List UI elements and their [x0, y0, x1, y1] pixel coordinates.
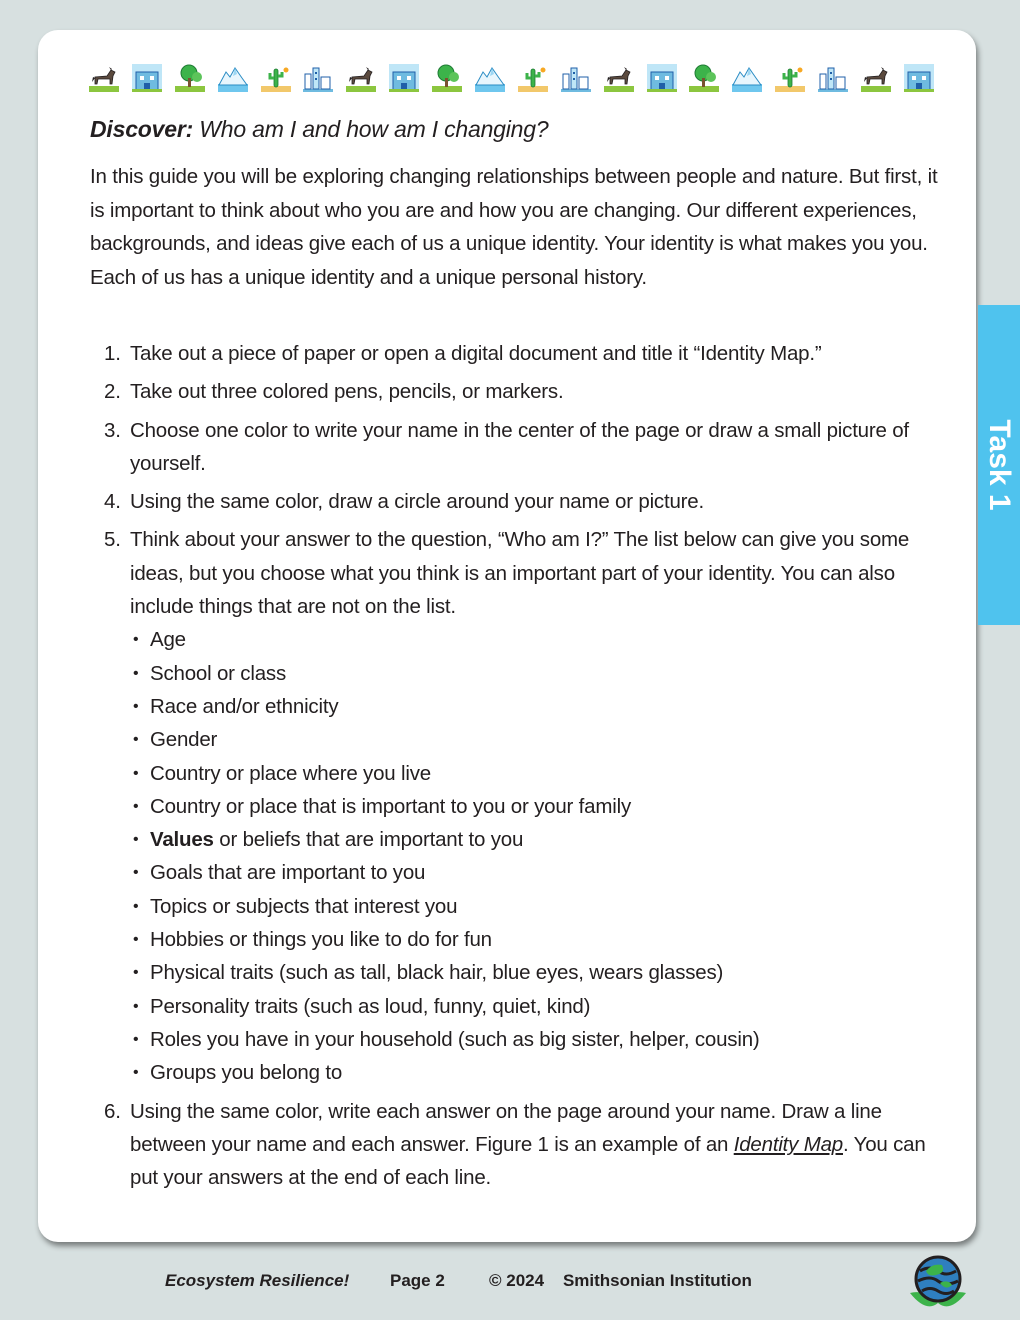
step-4 [90, 485, 940, 518]
values-term: Values [150, 828, 214, 852]
ecosystem-logo-icon [906, 1253, 970, 1315]
city-icon [303, 64, 333, 92]
glacier-icon [218, 64, 248, 92]
heading-lead: Discover: [90, 116, 194, 142]
cactus-icon [518, 64, 548, 92]
tree-icon [175, 64, 205, 92]
intro-paragraph: In this guide you will be exploring changing relationships between people and nature. But first, it is important to think about who you are and how you are changing. Our different experiences, backgrounds, and ideas give each of us a unique identity. Your identity is what makes you you. Each of us has a unique identity and a unique personal history. [90, 165, 938, 289]
list-item [130, 823, 940, 856]
footer-guide-title: Ecosystem Resilience! [165, 1271, 350, 1290]
task-tab-label: Task 1 [983, 419, 1016, 511]
glacier-icon [732, 64, 762, 92]
cactus-icon [775, 64, 805, 92]
city-icon [561, 64, 591, 92]
identity-ideas-list [130, 623, 940, 1089]
page-heading [90, 116, 548, 143]
step-number: 3. [104, 418, 121, 442]
tree-icon [432, 64, 462, 92]
step-number: 4. [104, 490, 121, 514]
heading-question: Who am I and how am I changing? [193, 116, 549, 142]
list-item: • Country or place where you live [130, 757, 940, 790]
building-icon [389, 64, 419, 92]
list-item: • School or class [130, 657, 940, 690]
list-item: • Hobbies or things you like to do for fun [130, 923, 940, 956]
footer-page-number: Page 2 [390, 1271, 445, 1290]
step-text-after: . You can put your answers at the end of each line. [130, 1132, 926, 1190]
page-footer [0, 1268, 1020, 1298]
horse-icon [604, 64, 634, 92]
list-item: • Goals that are important to you [130, 856, 940, 889]
step-text-before: Using the same color, write each answer on the page around your name. Draw a line between your name and each answer. Figure 1 is an example of an [130, 1099, 882, 1156]
values-rest: or beliefs that are important to you [213, 828, 524, 852]
list-item: • Gender [130, 723, 940, 756]
step-number: 2. [104, 380, 121, 404]
building-icon [904, 64, 934, 92]
list-item: • Topics or subjects that interest you [130, 890, 940, 923]
list-item: • Roles you have in your household (such as big sister, helper, cousin) [130, 1023, 940, 1056]
horse-icon [89, 64, 119, 92]
step-3 [90, 414, 940, 481]
step-5 [90, 523, 940, 1089]
cactus-icon [261, 64, 291, 92]
step-text: Choose one color to write your name in the center of the page or draw a small picture of yourself. [130, 418, 909, 475]
step-1 [90, 337, 940, 370]
horse-icon [346, 64, 376, 92]
list-item: • Age [130, 623, 940, 656]
step-text: Using the same color, draw a circle around your name or picture. [130, 490, 705, 514]
ecosystem-icon-strip [89, 64, 934, 94]
building-icon [132, 64, 162, 92]
glacier-icon [475, 64, 505, 92]
identity-map-link[interactable]: Identity Map [733, 1132, 843, 1156]
tree-icon [689, 64, 719, 92]
list-item: • Physical traits (such as tall, black hair, blue eyes, wears glasses) [130, 956, 940, 989]
list-item: • Race and/or ethnicity [130, 690, 940, 723]
list-item: • Personality traits (such as loud, funny, quiet, kind) [130, 990, 940, 1023]
footer-copyright: © 2024 Smithsonian Institution [489, 1271, 752, 1290]
step-6 [90, 1095, 940, 1195]
step-text: Take out a piece of paper or open a digital document and title it “Identity Map.” [130, 342, 822, 365]
step-number: 5. [104, 528, 121, 552]
step-text: Take out three colored pens, pencils, or markers. [130, 380, 564, 404]
step-text: Think about your answer to the question, “Who am I?” The list below can give you some ideas, but you choose what you think is an important part of your identity. You can also include things that are not on the list. [130, 528, 910, 619]
step-2 [90, 375, 940, 408]
list-item: • Groups you belong to [130, 1056, 940, 1089]
step-number: 6. [104, 1099, 121, 1123]
horse-icon [861, 64, 891, 92]
building-icon [647, 64, 677, 92]
list-item: • Country or place that is important to you or your family [130, 790, 940, 823]
step-number: 1. [104, 342, 121, 365]
city-icon [818, 64, 848, 92]
instruction-steps [90, 337, 940, 1199]
